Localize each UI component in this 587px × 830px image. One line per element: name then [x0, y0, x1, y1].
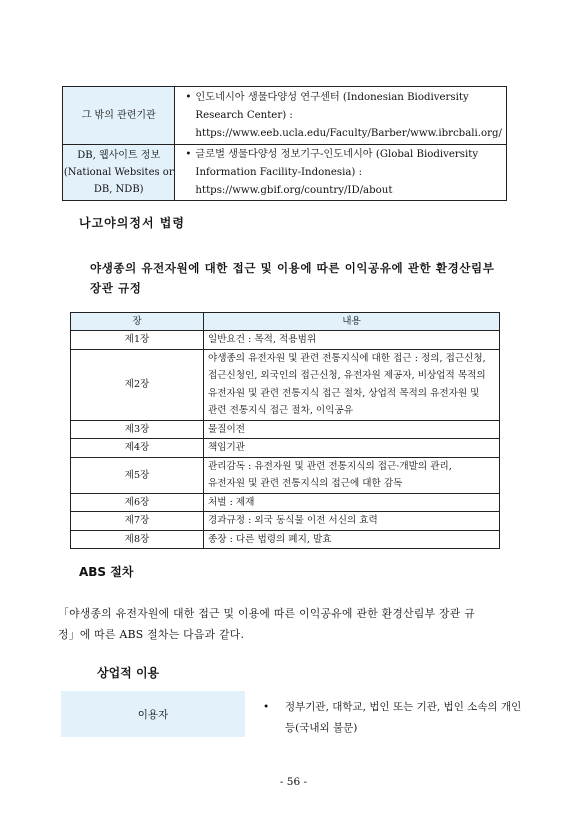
table-row: [71, 349, 500, 420]
table-row: [71, 530, 500, 549]
content-cell: [204, 331, 500, 350]
content-line: 유전자원 및 관련 전통지식의 접근에 대한 감독: [208, 478, 403, 489]
content-line: 처벌 : 제재: [208, 496, 255, 508]
table-row: [71, 457, 500, 493]
row-label-line: 그 밖의 관련기관: [81, 110, 156, 121]
chapter-cell: 제6장: [71, 493, 204, 512]
table-row: [71, 331, 500, 350]
column-header-content: 내용: [204, 313, 500, 331]
content-line: 야생종의 유전자원 및 관련 전통지식에 대한 접근 : 정의, 접근신청,: [208, 352, 486, 364]
content-line: 일반요건 : 목적, 적용범위: [208, 334, 317, 345]
table-row: [71, 439, 500, 458]
paragraph-line: 정」에 따른 ABS 절차는 다음과 같다.: [58, 628, 245, 641]
regulation-heading-line: 장관 규정: [90, 281, 142, 295]
user-description-line: 등(국내외 불문): [285, 722, 358, 734]
section-heading-nagoya: 나고야의정서 법령: [79, 216, 185, 230]
page-number: - 56 -: [279, 776, 308, 788]
table-header-row: [71, 313, 500, 331]
paragraph-line: 「야생종의 유전자원에 대한 접근 및 이용에 따른 이익공유에 관한 환경산림부 장관 규: [58, 607, 475, 620]
user-label: 이용자: [137, 708, 169, 721]
table-row: [63, 145, 507, 201]
row-label-line: DB, 웹사이트 정보: [77, 150, 161, 161]
content-line: 경과규정 : 외국 동식물 이전 서신의 효력: [208, 515, 378, 526]
bullet-icon: •: [263, 701, 270, 713]
chapter-cell: 제7장: [71, 512, 204, 531]
row-content-cell: [175, 87, 507, 145]
row-label-cell: [63, 145, 175, 201]
row-content-cell: [175, 145, 507, 201]
row-label-line: (National Websites or DB, NDB): [63, 167, 174, 195]
content-cell: [204, 530, 500, 549]
content-cell: [204, 439, 500, 458]
content-line: 접근신청인, 외국인의 접근신청, 유전자원 제공자, 비상업적 목적의: [208, 370, 486, 381]
chapter-cell: 제4장: [71, 439, 204, 458]
chapter-cell: 제3장: [71, 420, 204, 439]
section-heading-commercial: 상업적 이용: [97, 666, 160, 680]
chapter-cell: 제2장: [71, 349, 204, 420]
user-description: [263, 697, 523, 739]
table-row: [71, 420, 500, 439]
section-heading-abs: ABS 절차: [79, 565, 134, 579]
chapter-table: [70, 312, 500, 549]
table-row: [71, 512, 500, 531]
user-description-line: 정부기관, 대학교, 법인 또는 기관, 법인 소속의 개인: [285, 701, 522, 713]
table-row: [63, 87, 507, 145]
content-line: 인도네시아 생물다양성 연구센터 (Indonesian Biodiversity: [195, 91, 469, 103]
content-cell: [204, 512, 500, 531]
content-line: 유전자원 및 관련 전통지식 접근 절차, 상업적 목적의 유전자원 및: [208, 387, 480, 399]
chapter-cell: 제8장: [71, 530, 204, 549]
regulation-heading-line: 야생종의 유전자원에 대한 접근 및 이용에 따른 이익공유에 관한 환경산림부: [90, 261, 495, 275]
content-cell: [204, 420, 500, 439]
content-line: 종장 : 다른 법령의 폐지, 발효: [208, 533, 332, 545]
related-institutions-table: [62, 86, 507, 201]
regulation-heading: [90, 258, 530, 298]
chapter-cell: 제5장: [71, 457, 204, 493]
column-header-chapter: 장: [71, 313, 204, 331]
content-line: 책임기관: [208, 442, 246, 453]
content-cell: [204, 457, 500, 493]
content-line: Information Facility-Indonesia) :: [195, 166, 363, 178]
bullet-icon: •: [185, 148, 192, 160]
content-cell: [204, 349, 500, 420]
content-line: 관리감독 : 유전자원 및 관련 전통지식의 접근·개발의 관리,: [208, 460, 452, 472]
content-line: 글로벌 생물다양성 정보기구-인도네시아 (Global Biodiversity: [195, 148, 479, 160]
content-cell: [204, 493, 500, 512]
bullet-icon: •: [185, 91, 192, 103]
chapter-cell: 제1장: [71, 331, 204, 350]
content-line: https://www.gbif.org/country/ID/about: [195, 184, 393, 196]
row-label-cell: [63, 87, 175, 145]
content-line: 물질이전: [208, 423, 246, 435]
content-line: 관련 전통지식 접근 절차, 이익공유: [208, 405, 353, 416]
content-line: https://www.eeb.ucla.edu/Faculty/Barber/www.ibrcbali.org/: [195, 127, 502, 139]
abs-paragraph: [58, 603, 536, 645]
content-line: Research Center) :: [195, 109, 293, 121]
user-label-box: [61, 691, 245, 737]
table-row: [71, 493, 500, 512]
